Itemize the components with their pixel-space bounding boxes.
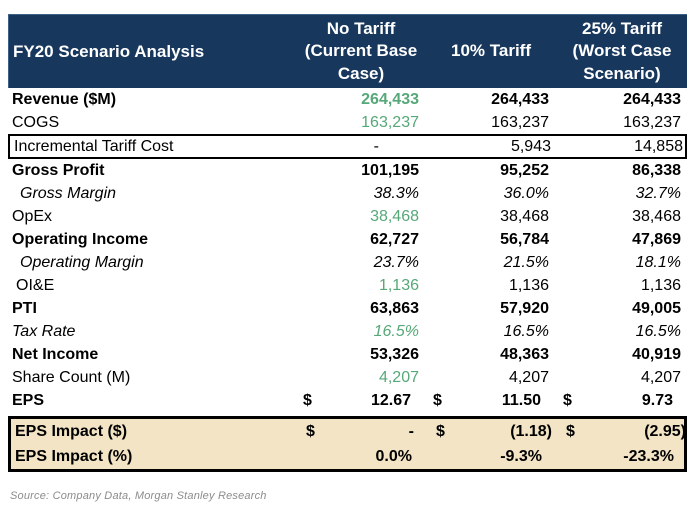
currency-value: 9.73: [641, 391, 673, 409]
column-header-25pct-tariff: 25% Tariff (Worst Case Scenario): [572, 18, 672, 83]
cell-value: [425, 392, 555, 410]
table-title: FY20 Scenario Analysis: [13, 41, 205, 61]
table-row-eps: [8, 389, 687, 412]
eps-impact-box: [8, 416, 687, 472]
cell-value: 38,468: [500, 207, 549, 225]
table-row-oie: [8, 274, 687, 297]
cell-value: 63,863: [370, 299, 419, 317]
row-label: Incremental Tariff Cost: [14, 137, 174, 155]
row-label: Revenue ($M): [12, 90, 117, 108]
currency-value: -: [408, 422, 414, 440]
cell-value: [298, 423, 428, 441]
cell-value: 21.5%: [503, 253, 549, 271]
row-label: Operating Income: [12, 230, 149, 248]
row-label: EPS: [12, 391, 45, 409]
cell-value: 36.0%: [503, 184, 549, 202]
row-label: Share Count (M): [12, 368, 131, 386]
scenario-table: [8, 14, 687, 472]
table-row-operating-margin: [8, 251, 687, 274]
cell-value: 86,338: [632, 161, 681, 179]
cell-value: 47,869: [632, 230, 681, 248]
cell-value: 14,858: [634, 137, 683, 155]
currency-symbol: $: [303, 391, 312, 409]
cell-value: -23.3%: [623, 447, 674, 465]
cell-value: 1,136: [640, 276, 681, 294]
cell-value: 23.7%: [373, 253, 419, 271]
cell-value: 0.0%: [375, 447, 412, 465]
cell-value: 38,468: [632, 207, 681, 225]
cell-value: 32.7%: [635, 184, 681, 202]
row-label: PTI: [12, 299, 37, 317]
source-attribution: Source: Company Data, Morgan Stanley Research: [10, 490, 267, 502]
cell-value: [558, 423, 690, 441]
row-label: Net Income: [12, 345, 99, 363]
table-row-share-count: [8, 366, 687, 389]
cell-value: -9.3%: [500, 447, 542, 465]
cell-value: 53,326: [370, 345, 419, 363]
cell-value: 163,237: [361, 113, 419, 131]
table-row-eps-impact-dollars: [11, 419, 684, 444]
cell-value: 264,433: [361, 90, 419, 108]
cell-value: 95,252: [500, 161, 549, 179]
cell-value: 101,195: [361, 161, 419, 179]
cell-value: 163,237: [623, 113, 681, 131]
cell-value: 264,433: [623, 90, 681, 108]
currency-symbol: $: [306, 422, 315, 440]
row-label: OpEx: [12, 207, 53, 225]
cell-value: [428, 423, 558, 441]
table-row-cogs: [8, 111, 687, 134]
cell-value: [555, 392, 687, 410]
row-label: EPS Impact ($): [15, 422, 128, 440]
cell-value: 16.5%: [373, 322, 419, 340]
currency-symbol: $: [566, 422, 575, 440]
row-label: OI&E: [16, 276, 55, 294]
cell-value: 264,433: [491, 90, 549, 108]
cell-value: 1,136: [378, 276, 419, 294]
cell-value: 4,207: [508, 368, 549, 386]
cell-value: 48,363: [500, 345, 549, 363]
currency-value: (2.95): [644, 422, 686, 440]
cell-value: 16.5%: [503, 322, 549, 340]
row-label: EPS Impact (%): [15, 447, 133, 465]
table-row-incremental-tariff-cost: [8, 134, 687, 159]
row-label: Operating Margin: [20, 253, 144, 271]
table-row-revenue: [8, 88, 687, 111]
table-row-net-income: [8, 343, 687, 366]
row-label: Tax Rate: [12, 322, 76, 340]
column-header-10pct-tariff: 10% Tariff: [451, 41, 531, 61]
table-row-gross-margin: [8, 182, 687, 205]
cell-value: 62,727: [370, 230, 419, 248]
cell-value: 38.3%: [373, 184, 419, 202]
cell-value: 5,943: [510, 137, 551, 155]
cell-value: 4,207: [640, 368, 681, 386]
cell-value: 40,919: [632, 345, 681, 363]
table-row-opex: [8, 205, 687, 228]
cell-value: -: [373, 137, 379, 155]
table-row-pti: [8, 297, 687, 320]
table-header-row: [8, 14, 687, 88]
currency-value: (1.18): [510, 422, 552, 440]
currency-symbol: $: [433, 391, 442, 409]
cell-value: 1,136: [508, 276, 549, 294]
cell-value: 18.1%: [635, 253, 681, 271]
currency-symbol: $: [436, 422, 445, 440]
cell-value: 49,005: [632, 299, 681, 317]
column-header-no-tariff: No Tariff (Current Base Case): [304, 18, 418, 83]
cell-value: 38,468: [370, 207, 419, 225]
currency-value: 12.67: [370, 391, 411, 409]
cell-value: 163,237: [491, 113, 549, 131]
cell-value: [295, 392, 425, 410]
currency-value: 11.50: [501, 391, 541, 409]
table-row-tax-rate: [8, 320, 687, 343]
cell-value: 57,920: [500, 299, 549, 317]
row-label: COGS: [12, 113, 60, 131]
row-label: Gross Margin: [20, 184, 117, 202]
cell-value: 4,207: [378, 368, 419, 386]
cell-value: 16.5%: [635, 322, 681, 340]
table-row-eps-impact-percent: [11, 444, 684, 469]
cell-value: 56,784: [500, 230, 549, 248]
currency-symbol: $: [563, 391, 572, 409]
table-row-gross-profit: [8, 159, 687, 182]
row-label: Gross Profit: [12, 161, 105, 179]
table-row-operating-income: [8, 228, 687, 251]
